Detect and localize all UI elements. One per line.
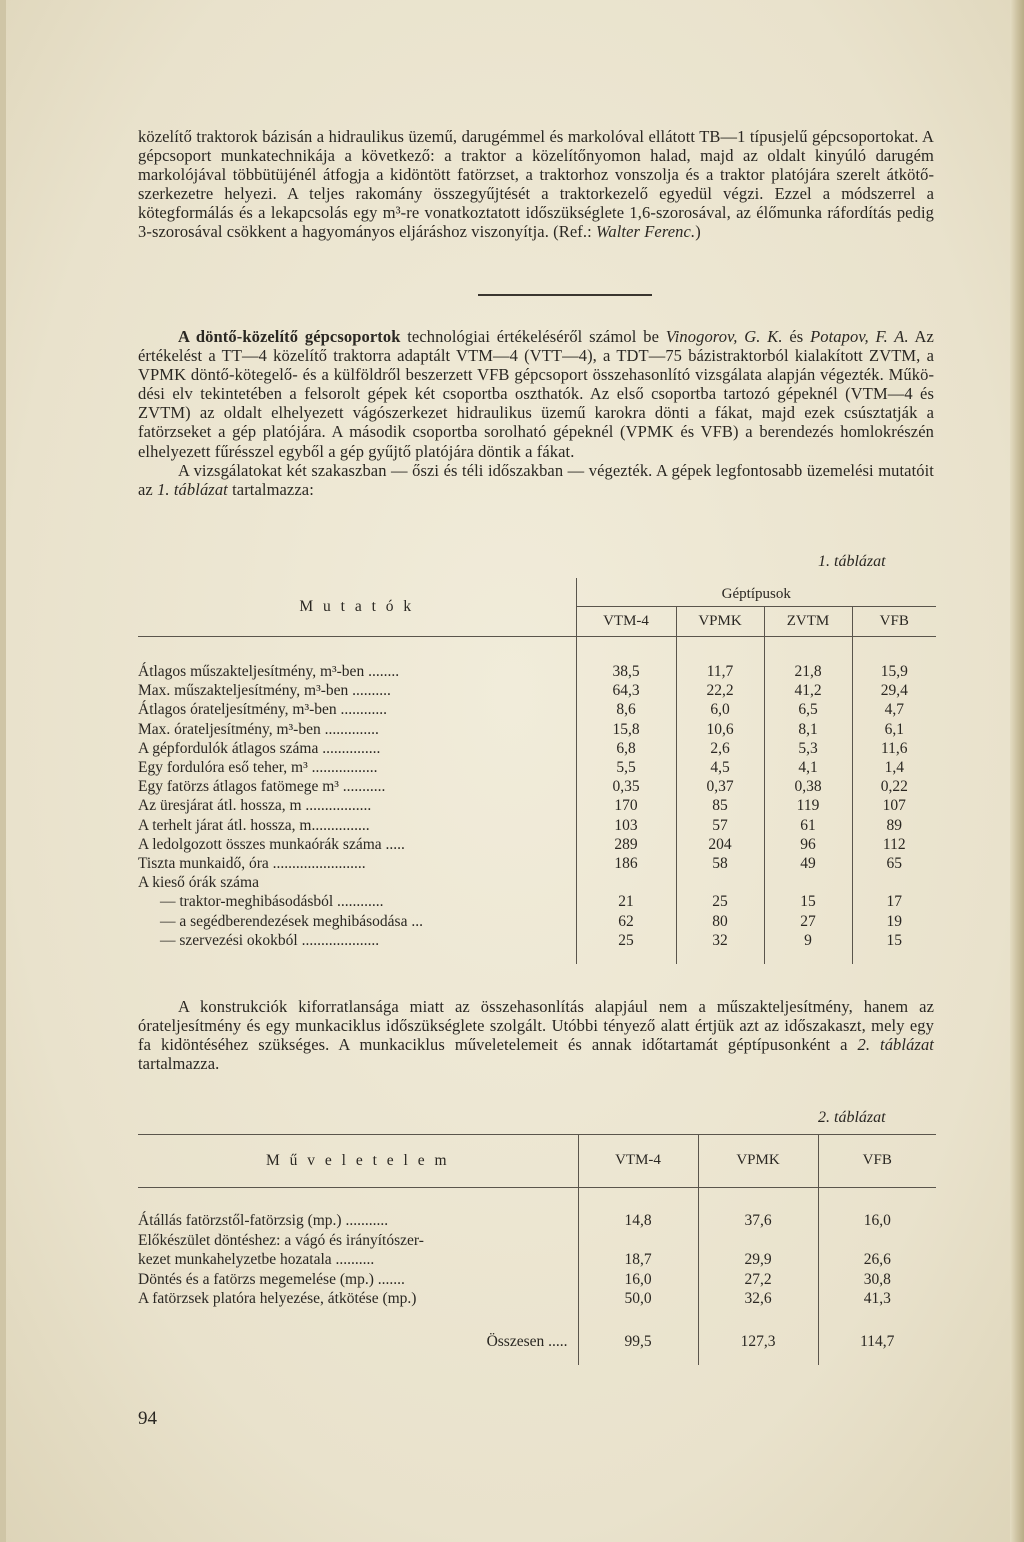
section-divider (478, 294, 652, 296)
row-value: 30,8 (818, 1270, 936, 1290)
row-value (852, 874, 936, 893)
table-1-header-label: M u t a t ó k (299, 597, 415, 615)
table-2-end-cell (578, 1355, 698, 1365)
table-2-spacer-cell (578, 1309, 698, 1329)
table-1-border-cell (764, 636, 852, 663)
table-2-spacer-cell (138, 1309, 578, 1329)
row-label: kezet munkahelyzetbe hozatala .......... (138, 1251, 375, 1269)
intro-paragraph (138, 127, 934, 242)
row-value: 112 (852, 835, 936, 854)
author-2: Potapov, F. A. (810, 327, 909, 346)
row-label: A kieső órák száma (138, 874, 259, 892)
table-2-col-vpmk: VPMK (698, 1135, 818, 1187)
row-value: 6,8 (576, 739, 676, 758)
row-value: 6,5 (764, 701, 852, 720)
row-value: 6,1 (852, 720, 936, 739)
row-value: 61 (764, 816, 852, 835)
row-value: 8,1 (764, 720, 852, 739)
row-value: 32,6 (698, 1290, 818, 1310)
paragraph-3-text (138, 461, 934, 499)
row-value: 41,2 (764, 682, 852, 701)
row-label: Az üresjárat átl. hossza, m ................. (138, 797, 372, 815)
row-label: Egy fordulóra eső teher, m³ ................. (138, 759, 378, 777)
row-value: 0,37 (676, 778, 764, 797)
row-value: 5,5 (576, 758, 676, 777)
row-value: 19 (852, 912, 936, 931)
table-1-end (138, 950, 936, 964)
paragraph-2 (138, 327, 934, 499)
table-row (138, 778, 936, 797)
row-value: 21 (576, 893, 676, 912)
table-row (138, 1251, 936, 1271)
table-2-spacer-cell (818, 1309, 936, 1329)
table-row (138, 874, 936, 893)
row-value: 50,0 (578, 1290, 698, 1310)
intro-body: közelítő traktorok bázisán a hidraulikus üzemű, darugémmel és markolóval ellátott TB—1 típusjelű gépcsoportokat. A gépcsoport munkatechnikája a következő: a traktor a közelítőnyomon halad, majd az oldalt kinyúló darugém markolójával többütüjénél átfogja a kidöntött fatörzset, a traktorhoz vonszolja és a traktor platójára szerelt átkötőszerkezetre helyezi. A teljes rakomány összegyűjtését a traktorkezelő egyedül végzi. Ezzel a módszerrel a kötegformálás és a lekapcsolás egy m³-re vonatkoztatott időszükséglete 1,6-szorosával, az élőmunka ráfordítás pedig 3-szorosával csökkent a hagyományos eljáráshoz viszonyítja. (Ref.: (138, 127, 934, 242)
total-label: Összesen ..... (486, 1333, 568, 1350)
table-1 (138, 578, 936, 964)
table-1-end-cell (852, 950, 936, 964)
p4-end: tartalmazza. (138, 1054, 220, 1074)
row-value: 0,35 (576, 778, 676, 797)
row-value: 8,6 (576, 701, 676, 720)
row-value: 5,3 (764, 739, 852, 758)
table-1-end-cell (764, 950, 852, 964)
table-1-col-vpmk: VPMK (676, 606, 764, 636)
row-value: 9 (764, 931, 852, 950)
row-value: 38,5 (576, 663, 676, 682)
table-row (138, 1212, 936, 1232)
table-row (138, 758, 936, 777)
row-label: A fatörzsek platóra helyezése, átkötése (mp.) (138, 1290, 417, 1308)
paragraph-4-text (138, 997, 934, 1073)
row-value: 107 (852, 797, 936, 816)
row-label: A gépfordulók átlagos száma ............... (138, 739, 381, 757)
table-row (138, 739, 936, 758)
row-value: 204 (676, 835, 764, 854)
row-value (818, 1231, 936, 1251)
table-2-spacer (138, 1309, 936, 1329)
table-1-col-vtm-4: VTM-4 (576, 606, 676, 636)
intro-text (138, 127, 934, 242)
row-value: 4,5 (676, 758, 764, 777)
table-row (138, 701, 936, 720)
row-label: A ledolgozott összes munkaórák száma ..... (138, 835, 405, 853)
row-value: 29,4 (852, 682, 936, 701)
table-1-border-cell (676, 636, 764, 663)
table-2-sep-cell (578, 1187, 698, 1212)
total-value: 99,5 (578, 1329, 698, 1355)
table-row (138, 1270, 936, 1290)
row-value: 32 (676, 931, 764, 950)
row-label: Max. műszakteljesítmény, m³-ben .......... (138, 682, 391, 700)
row-value: 10,6 (676, 720, 764, 739)
row-value: 1,4 (852, 758, 936, 777)
row-value: 16,0 (578, 1270, 698, 1290)
row-label: Döntés és a fatörzs megemelése (mp.) ....... (138, 1270, 405, 1288)
row-label: Átlagos órateljesítmény, m³-ben ............ (138, 701, 388, 719)
row-value: 27,2 (698, 1270, 818, 1290)
table-1-border-cell (576, 636, 676, 663)
table-2-sep-cell (698, 1187, 818, 1212)
table-row (138, 1290, 936, 1310)
table-1-border-cell (138, 636, 576, 663)
table-2-sep-cell (138, 1187, 578, 1212)
row-label: Egy fatörzs átlagos fatömege m³ ........... (138, 778, 386, 796)
row-label: Előkészület döntéshez: a vágó és irányítószer- (138, 1231, 424, 1249)
table-2-col-vtm-4: VTM-4 (578, 1135, 698, 1187)
p2-text-a: technológiai értékeléséről számol be (400, 327, 666, 346)
table-row (138, 854, 936, 873)
row-value: 89 (852, 816, 936, 835)
row-value: 18,7 (578, 1251, 698, 1271)
p2-rest: Az értékelést a TT—4 közelítő traktorra adaptált VTM—4 (VTT—4), a TDT—75 bázistraktorból kialakított ZVTM, a VPMK döntő-kötegelő- és a külföldről beszerzett VFB gépcsoport összehasonlító vizsgálata alapján végezték. Működési elv tekintetében a felsorolt gépek két csoportba oszthatók. Az első csoportba tartozó gépeknél (VTM—4 és ZVTM) az oldalt elhelyezett vágószerkezet hidraulikus üzemű karokra dönti a fákat, majd ezek csúsztatják a fatörzseket a gép platójára. A második csoportba sorolható gépeknél (VPMK és VFB) a berendezés homlokrészén elhelyezett fűrésszel egyből a gép gyűjtő platójára döntik a fákat. (138, 327, 934, 461)
table-row (138, 1231, 936, 1251)
row-value: 2,6 (676, 739, 764, 758)
row-value: 29,9 (698, 1251, 818, 1271)
row-value: 15,9 (852, 663, 936, 682)
table-2-spacer-cell (698, 1309, 818, 1329)
row-value: 96 (764, 835, 852, 854)
table-2-end-cell (138, 1355, 578, 1365)
row-value: 64,3 (576, 682, 676, 701)
row-value (676, 874, 764, 893)
table-1-end-cell (576, 950, 676, 964)
table-row (138, 797, 936, 816)
table-1-end-cell (676, 950, 764, 964)
row-value: 15 (764, 893, 852, 912)
table-2-col-vfb: VFB (818, 1135, 936, 1187)
row-value: 15,8 (576, 720, 676, 739)
p2-and: és (782, 327, 811, 346)
table-2-header-label: M ű v e l e t e l e m (265, 1151, 450, 1169)
row-value (578, 1231, 698, 1251)
row-value: 80 (676, 912, 764, 931)
row-value: 57 (676, 816, 764, 835)
row-value: 0,22 (852, 778, 936, 797)
row-label: — traktor-meghibásodásból ............ (160, 893, 384, 911)
row-value: 14,8 (578, 1212, 698, 1232)
table-2-header-row (138, 1135, 936, 1187)
total-value: 114,7 (818, 1329, 936, 1355)
paragraph-2-text (138, 327, 934, 461)
table-row (138, 912, 936, 931)
intro-ref-author: Walter Ferenc. (596, 222, 696, 242)
row-value: 27 (764, 912, 852, 931)
row-value: 15 (852, 931, 936, 950)
table-2-end-cell (818, 1355, 936, 1365)
row-value: 6,0 (676, 701, 764, 720)
row-value: 4,7 (852, 701, 936, 720)
row-label: Átlagos műszakteljesítmény, m³-ben ........ (138, 663, 400, 681)
p3-end: tartalmazza: (227, 479, 314, 499)
table-1-col-zvtm: ZVTM (764, 606, 852, 636)
table-row (138, 682, 936, 701)
table-1-top-border (138, 636, 936, 663)
row-value: 41,3 (818, 1290, 936, 1310)
row-value: 186 (576, 854, 676, 873)
row-value: 22,2 (676, 682, 764, 701)
row-value: 119 (764, 797, 852, 816)
row-value: 62 (576, 912, 676, 931)
row-value (576, 874, 676, 893)
table-2-total-row (138, 1329, 936, 1355)
table-row (138, 816, 936, 835)
row-value: 17 (852, 893, 936, 912)
paragraph-4 (138, 997, 934, 1073)
row-value: 21,8 (764, 663, 852, 682)
row-value: 26,6 (818, 1251, 936, 1271)
row-value: 170 (576, 797, 676, 816)
table-2-end (138, 1355, 936, 1365)
row-value: 0,38 (764, 778, 852, 797)
bold-lead: A döntő-közelítő gépcsoportok (178, 327, 401, 346)
table-1-caption: 1. táblázat (818, 553, 886, 570)
table-row (138, 931, 936, 950)
table-2-caption: 2. táblázat (818, 1109, 886, 1126)
row-label: — szervezési okokból .................... (160, 931, 380, 949)
row-value: 11,6 (852, 739, 936, 758)
row-value: 289 (576, 835, 676, 854)
row-value: 58 (676, 854, 764, 873)
table-2-end-cell (698, 1355, 818, 1365)
page-edge-left (0, 0, 6, 1542)
table-row (138, 663, 936, 682)
table-2 (138, 1134, 936, 1365)
p3-table-ref: 1. táblázat (157, 479, 228, 499)
table-row (138, 893, 936, 912)
row-value: 85 (676, 797, 764, 816)
table-1-border-cell (852, 636, 936, 663)
row-value (764, 874, 852, 893)
row-value: 4,1 (764, 758, 852, 777)
row-value: 11,7 (676, 663, 764, 682)
row-value: 65 (852, 854, 936, 873)
intro-end: ) (695, 222, 701, 242)
row-value: 16,0 (818, 1212, 936, 1232)
row-value: 25 (676, 893, 764, 912)
row-value: 49 (764, 854, 852, 873)
row-value (698, 1231, 818, 1251)
row-value: 25 (576, 931, 676, 950)
row-label: Átállás fatörzstől-fatörzsig (mp.) ........... (138, 1212, 389, 1230)
row-label: A terhelt járat átl. hossza, m............... (138, 816, 370, 834)
table-row (138, 835, 936, 854)
row-label: — a segédberendezések meghibásodása ... (160, 912, 423, 930)
p4-table-ref: 2. táblázat (857, 1035, 934, 1055)
row-value: 37,6 (698, 1212, 818, 1232)
total-value: 127,3 (698, 1329, 818, 1355)
row-label: Max. órateljesítmény, m³-ben .............. (138, 720, 379, 738)
row-label: Tiszta munkaidő, óra ........................ (138, 854, 366, 872)
table-1-end-cell (138, 950, 576, 964)
page-number: 94 (138, 1408, 157, 1429)
row-value: 103 (576, 816, 676, 835)
table-2-header-sep (138, 1187, 936, 1212)
table-1-header-group: Géptípusok (576, 578, 936, 606)
page-edge-right (1010, 0, 1024, 1542)
p3-text: A vizsgálatokat két szakaszban — őszi és téli időszakban — végezték. A gépek legfontosabb üzemelési mutatóit az (138, 460, 934, 499)
table-1-col-vfb: VFB (852, 606, 936, 636)
table-2-sep-cell (818, 1187, 936, 1212)
table-row (138, 720, 936, 739)
p4-text: A konstrukciók kiforratlansága miatt az összehasonlítás alapjául nem a műszakteljesítmény, hanem az órateljesítmény és egy munkaciklus időszükséglete szolgált. Utóbbi tényező alatt értjük azt az időszakaszt, mely egy fa kidöntéséhez szükséges. A munkaciklus műveletelemeit és annak időtartamát géptípusonként a (138, 997, 934, 1055)
author-1: Vinogorov, G. K. (665, 327, 783, 346)
table-1-header-row-1 (138, 578, 936, 606)
